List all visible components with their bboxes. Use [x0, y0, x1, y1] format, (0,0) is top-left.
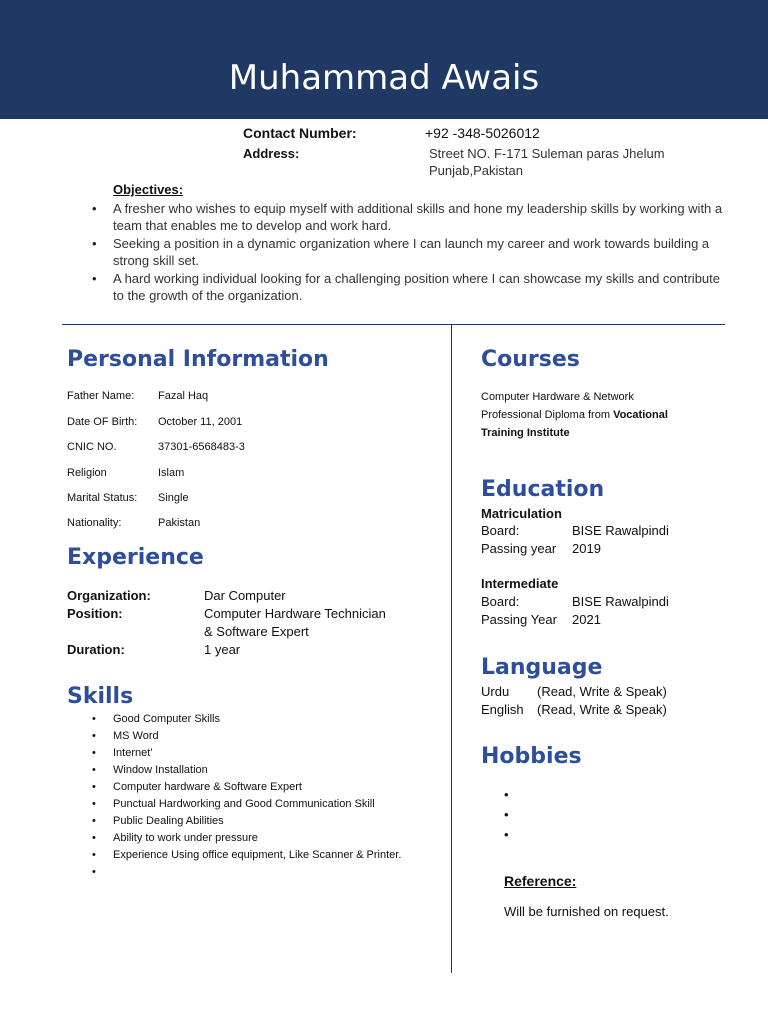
- list-item: • Computer hardware & Software Expert: [92, 780, 402, 795]
- inter-board-label: Board:: [481, 594, 520, 609]
- language-english-detail: (Read, Write & Speak): [537, 702, 667, 717]
- header-banner: [0, 0, 768, 119]
- inter-year-label: Passing Year: [481, 612, 557, 627]
- education-title: Education: [481, 477, 605, 502]
- objectives-list: [92, 200, 732, 305]
- list-item: • Ability to work under pressure: [92, 831, 402, 846]
- list-item: • Experience Using office equipment, Like Scanner & Printer.: [92, 848, 402, 863]
- religion-label: Religion: [67, 467, 107, 479]
- religion-value: Islam: [158, 467, 185, 479]
- skills-title: Skills: [67, 684, 134, 709]
- list-item: • A hard working individual looking for a challenging position where I can showcase my skills and contribute to the growth of the organization.: [92, 270, 732, 304]
- personal-information-title: Personal Information: [67, 347, 329, 372]
- language-urdu: Urdu: [481, 684, 510, 699]
- hobbies-title: Hobbies: [481, 744, 582, 769]
- organization-value: Dar Computer: [204, 588, 286, 603]
- language-title: Language: [481, 655, 603, 680]
- list-item: • Public Dealing Abilities: [92, 814, 402, 829]
- intermediate-title: Intermediate: [481, 576, 559, 591]
- list-item: • A fresher who wishes to equip myself with additional skills and hone my leadership skills by working with a team that enables me to develop and work hard.: [92, 200, 732, 234]
- cnic-label: CNIC NO.: [67, 441, 117, 453]
- list-item: • Window Installation: [92, 763, 402, 778]
- matric-year-value: 2019: [572, 541, 601, 556]
- course-line-2-plain: Professional Diploma from: [481, 409, 614, 421]
- marital-status-value: Single: [158, 492, 189, 504]
- duration-value: 1 year: [204, 642, 241, 657]
- course-institute-part-2: Training Institute: [481, 427, 570, 439]
- inter-year-value: 2021: [572, 612, 601, 627]
- duration-label: Duration:: [67, 642, 125, 657]
- list-item: • Seeking a position in a dynamic organization where I can launch my career and work towards building a strong skill set.: [92, 235, 732, 269]
- cnic-value: 37301-6568483-3: [158, 441, 245, 453]
- column-divider: [451, 325, 452, 973]
- course-institute-part-1: Vocational: [613, 409, 668, 421]
- father-name-label: Father Name:: [67, 390, 135, 402]
- position-value-line-2: & Software Expert: [204, 624, 309, 639]
- hobby-bullet: •: [504, 827, 509, 842]
- matric-board-value: BISE Rawalpindi: [572, 523, 669, 538]
- course-line-2: [481, 406, 668, 424]
- contact-number-value: +92 -348-5026012: [425, 125, 540, 141]
- inter-board-value: BISE Rawalpindi: [572, 594, 669, 609]
- contact-number-label: Contact Number:: [243, 125, 357, 141]
- reference-text: Will be furnished on request.: [504, 904, 669, 919]
- nationality-value: Pakistan: [158, 517, 201, 529]
- skills-list: [92, 712, 402, 865]
- language-urdu-detail: (Read, Write & Speak): [537, 684, 667, 699]
- marital-status-label: Marital Status:: [67, 492, 138, 504]
- father-name-value: Fazal Haq: [158, 390, 209, 402]
- hobby-bullet: •: [504, 807, 509, 822]
- address-line-1: Street NO. F-171 Suleman paras Jhelum: [429, 146, 665, 161]
- language-english: English: [481, 702, 524, 717]
- hobby-bullet: •: [504, 787, 509, 802]
- organization-label: Organization:: [67, 588, 151, 603]
- list-item: • Punctual Hardworking and Good Communication Skill: [92, 797, 402, 812]
- list-item: • Internet’: [92, 746, 402, 761]
- experience-title: Experience: [67, 545, 204, 570]
- matric-board-label: Board:: [481, 523, 520, 538]
- position-label: Position:: [67, 606, 123, 621]
- dob-value: October 11, 2001: [158, 416, 243, 428]
- address-label: Address:: [243, 146, 300, 161]
- section-divider: [62, 324, 725, 325]
- reference-title: Reference:: [504, 873, 577, 889]
- matric-year-label: Passing year: [481, 541, 557, 556]
- list-item: • Good Computer Skills: [92, 712, 402, 727]
- position-value-line-1: Computer Hardware Technician: [204, 606, 386, 621]
- matriculation-title: Matriculation: [481, 506, 562, 521]
- objectives-title: Objectives:: [113, 182, 184, 197]
- dob-label: Date OF Birth:: [67, 416, 138, 428]
- nationality-label: Nationality:: [67, 517, 122, 529]
- courses-title: Courses: [481, 347, 580, 372]
- address-line-2: Punjab,Pakistan: [429, 163, 523, 178]
- list-item: • MS Word: [92, 729, 402, 744]
- candidate-name: Muhammad Awais: [228, 58, 540, 98]
- course-line-1: Computer Hardware & Network: [481, 391, 634, 403]
